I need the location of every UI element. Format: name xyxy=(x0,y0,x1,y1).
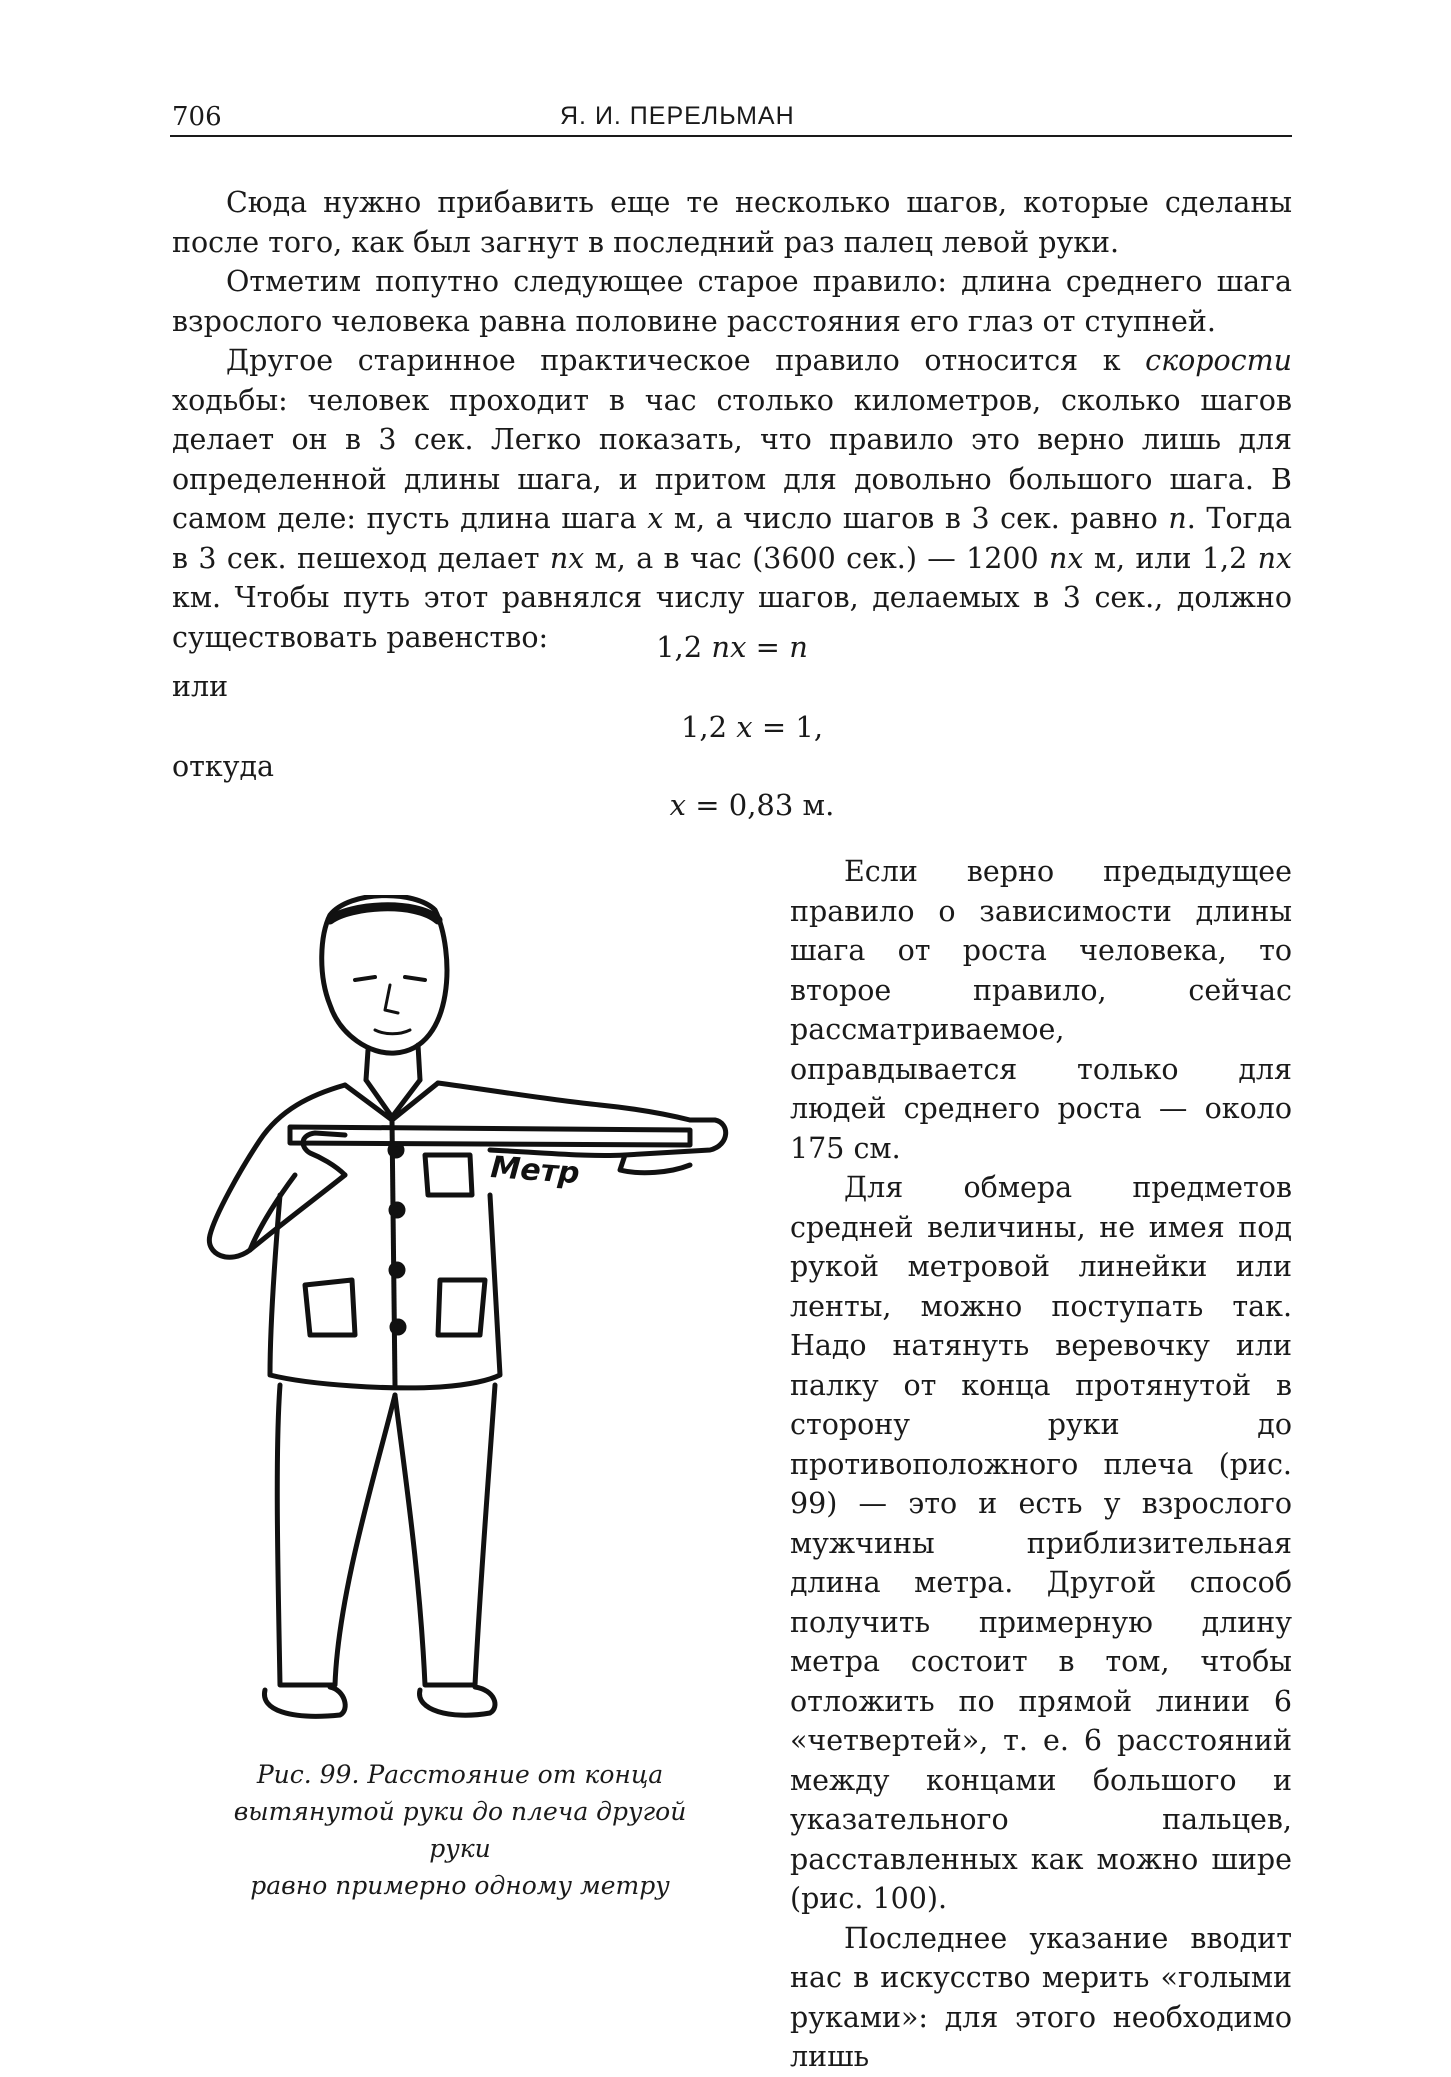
word-whence: откуда xyxy=(172,750,275,783)
word-or: или xyxy=(172,670,229,703)
metre-label: Метр xyxy=(489,1150,581,1192)
right-column-text xyxy=(790,852,1292,2077)
page-number: 706 xyxy=(172,102,222,132)
right-paragraph-2: Для обмера предметов средней величины, не имея под рукой метровой линейки или ленты, можно поступать так. Надо натянуть веревочку или палку от конца протянутой в сторону руки до противоположного плеча (рис. 99) — это и есть у взрослого мужчины приблизительная длина метра. Другой способ получить примерную длину метра состоит в том, чтобы отложить по прямой линии 6 «четвертей», т. е. 6 расстояний между концами большого и указательного пальцев, расставленных как можно шире (рис. 100). xyxy=(790,1171,1292,1915)
right-paragraph-3: Последнее указание вводит нас в искусство мерить «голыми руками»: для этого необходимо лишь xyxy=(790,1921,1292,2073)
running-head: Я. И. ПЕРЕЛЬМАН xyxy=(560,102,795,130)
paragraph-3: Другое старинное практическое правило относится к скорости ходьбы: человек проходит в час столько километров, сколько шагов делает он в 3 сек. Легко показать, что правило это верно лишь для определенной длины шага, и притом для довольно большого шага. В самом деле: пусть длина шага x м, а число шагов в 3 сек. равно n. Тогда в 3 сек. пешеход делает nx м, а в час (3600 сек.) — 1200 nx м, или 1,2 nx км. Чтобы путь этот равнялся числу шагов, делаемых в 3 сек., должно существовать равенство: xyxy=(172,344,1293,654)
formula-1: 1,2 nx = n xyxy=(656,630,808,664)
paragraph-2: Отметим попутно следующее старое правило: длина среднего шага взрослого человека равна половине расстояния его глаз от ступней. xyxy=(172,265,1292,338)
man-measuring-metre-illustration xyxy=(170,895,780,1735)
header-rule xyxy=(170,135,1292,137)
formula-3: x = 0,83 м. xyxy=(669,788,835,822)
figure-99 xyxy=(170,895,780,1735)
formula-2: 1,2 x = 1, xyxy=(680,710,824,744)
right-paragraph-1: Если верно предыдущее правило о зависимости длины шага от роста человека, то второе правило, сейчас рассматриваемое, оправдывается только для людей среднего роста — около 175 см. xyxy=(790,855,1292,1165)
paragraph-1: Сюда нужно прибавить еще те несколько шагов, которые сделаны после того, как был загнут в последний раз палец левой руки. xyxy=(172,186,1292,259)
figure-caption: Рис. 99. Расстояние от конца вытянутой руки до плеча другой руки равно примерно одному метру xyxy=(233,1760,687,1900)
